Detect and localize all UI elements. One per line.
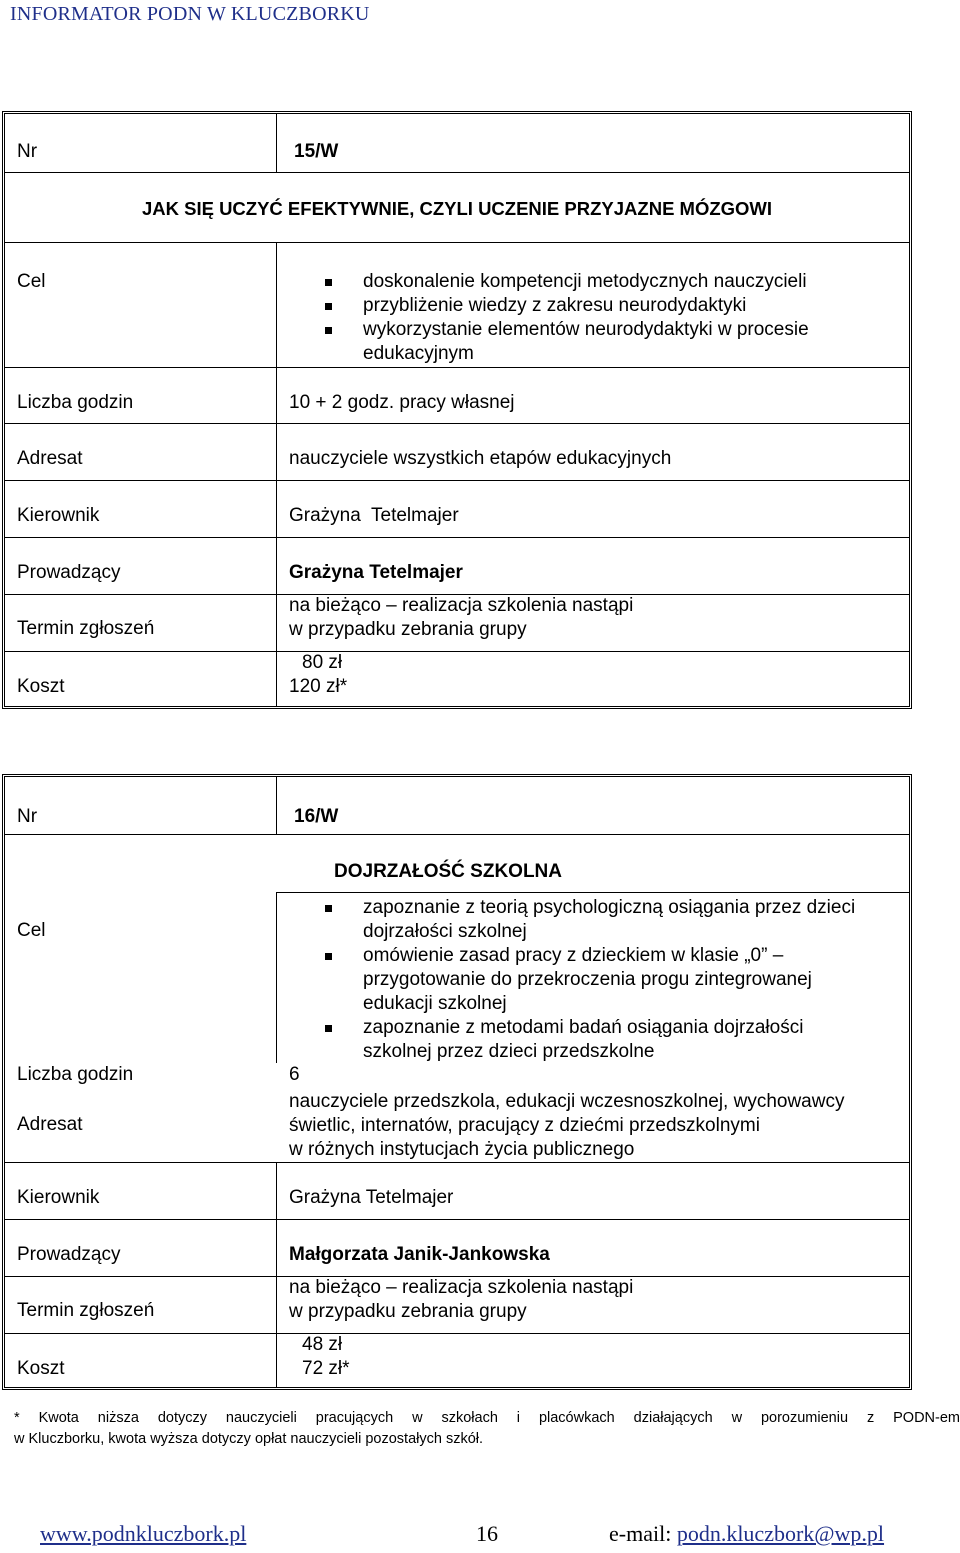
row-liczba-godzin (5, 1063, 909, 1087)
label-termin: Termin zgłoszeń (17, 618, 155, 639)
row-cel (5, 893, 909, 1063)
label-liczba-godzin: Liczba godzin (17, 392, 134, 413)
audience-line-3: w różnych instytucjach życia publicznego (289, 1139, 635, 1160)
label-nr: Nr (17, 806, 38, 827)
document-header: INFORMATOR PODN W KLUCZBORKU (10, 3, 370, 25)
footnote (14, 1408, 960, 1450)
manager-value: Grażyna Tetelmajer (289, 505, 459, 526)
row-termin (5, 595, 909, 652)
course-number: 16/W (294, 806, 339, 827)
deadline-line-2: w przypadku zebrania grupy (289, 619, 527, 640)
goal-item: doskonalenie kompetencji metodycznych nauczycieli (325, 270, 809, 294)
row-kierownik (5, 1163, 909, 1220)
row-nr (5, 114, 909, 173)
goal-item: omówienie zasad pracy z dzieckiem w klasie „0” – przygotowanie do przekroczenia progu zintegrowanej edukacji szkolnej (325, 944, 855, 1016)
email-block (609, 1521, 884, 1547)
hours-value: 10 + 2 godz. pracy własnej (289, 392, 515, 413)
row-liczba-godzin (5, 368, 909, 424)
row-adresat (5, 1087, 909, 1163)
row-cel (5, 243, 909, 368)
label-termin: Termin zgłoszeń (17, 1300, 155, 1321)
label-nr: Nr (17, 141, 38, 162)
hours-value: 6 (289, 1064, 300, 1085)
course-table-16w (2, 774, 912, 1390)
goals-list (325, 896, 855, 1064)
label-adresat: Adresat (17, 448, 83, 469)
goal-item: zapoznanie z teorią psychologiczną osiągania przez dzieci dojrzałości szkolnej (325, 896, 855, 944)
label-cel: Cel (17, 920, 46, 941)
audience-line-1: nauczyciele przedszkola, edukacji wczesnoszkolnej, wychowawcy (289, 1091, 845, 1112)
label-liczba-godzin: Liczba godzin (17, 1064, 134, 1085)
row-title (5, 835, 909, 893)
label-prowadzacy: Prowadzący (17, 562, 121, 583)
email-link[interactable]: podn.kluczbork@wp.pl (676, 1521, 885, 1546)
instructor-value: Grażyna Tetelmajer (289, 562, 463, 583)
goal-item: zapoznanie z metodami badań osiągania dojrzałości szkolnej przez dzieci przedszkolne (325, 1016, 855, 1064)
row-adresat (5, 424, 909, 481)
goals-list (325, 270, 809, 366)
website-link[interactable]: www.podnkluczbork.pl (40, 1521, 247, 1546)
course-table-15w (2, 111, 912, 709)
row-koszt (5, 652, 909, 709)
row-prowadzacy (5, 538, 909, 595)
deadline-line-2: w przypadku zebrania grupy (289, 1301, 527, 1322)
cost-line-2: 72 zł* (302, 1358, 350, 1379)
footnote-line-1: * Kwota niższa dotyczy nauczycieli pracujących w szkołach i placówkach działających w porozumieniu z PODN-em (14, 1410, 960, 1426)
cost-line-2: 120 zł* (289, 676, 348, 697)
course-title: JAK SIĘ UCZYĆ EFEKTYWNIE, CZYLI UCZENIE PRZYJAZNE MÓZGOWI (141, 198, 773, 219)
audience-line-2: świetlic, internatów, pracujący z dziećmi przedszkolnymi (289, 1115, 760, 1136)
row-kierownik (5, 481, 909, 538)
label-adresat: Adresat (17, 1114, 83, 1135)
label-kierownik: Kierownik (17, 505, 100, 526)
instructor-value: Małgorzata Janik-Jankowska (289, 1244, 550, 1265)
cost-line-1: 80 zł (302, 652, 343, 673)
course-title: DOJRZAŁOŚĆ SZKOLNA (334, 861, 562, 882)
row-koszt (5, 1334, 909, 1390)
row-nr (5, 777, 909, 835)
email-label: e-mail: (609, 1521, 677, 1546)
label-prowadzacy: Prowadzący (17, 1244, 121, 1265)
page-number: 16 (476, 1521, 498, 1546)
label-koszt: Koszt (17, 1358, 65, 1379)
audience-value: nauczyciele wszystkich etapów edukacyjnych (289, 448, 672, 469)
label-koszt: Koszt (17, 676, 65, 697)
goal-item: wykorzystanie elementów neurodydaktyki w procesie edukacyjnym (325, 318, 809, 366)
row-title (5, 173, 909, 243)
goal-item: przybliżenie wiedzy z zakresu neurodydaktyki (325, 294, 809, 318)
deadline-line-1: na bieżąco – realizacja szkolenia nastąpi (289, 595, 634, 616)
footnote-line-2: w Kluczborku, kwota wyższa dotyczy opłat nauczycieli pozostałych szkół. (14, 1431, 484, 1447)
row-prowadzacy (5, 1220, 909, 1277)
label-kierownik: Kierownik (17, 1187, 100, 1208)
row-termin (5, 1277, 909, 1334)
cost-line-1: 48 zł (302, 1334, 343, 1355)
manager-value: Grażyna Tetelmajer (289, 1187, 454, 1208)
course-number: 15/W (294, 141, 339, 162)
label-cel: Cel (17, 271, 46, 292)
deadline-line-1: na bieżąco – realizacja szkolenia nastąpi (289, 1277, 634, 1298)
